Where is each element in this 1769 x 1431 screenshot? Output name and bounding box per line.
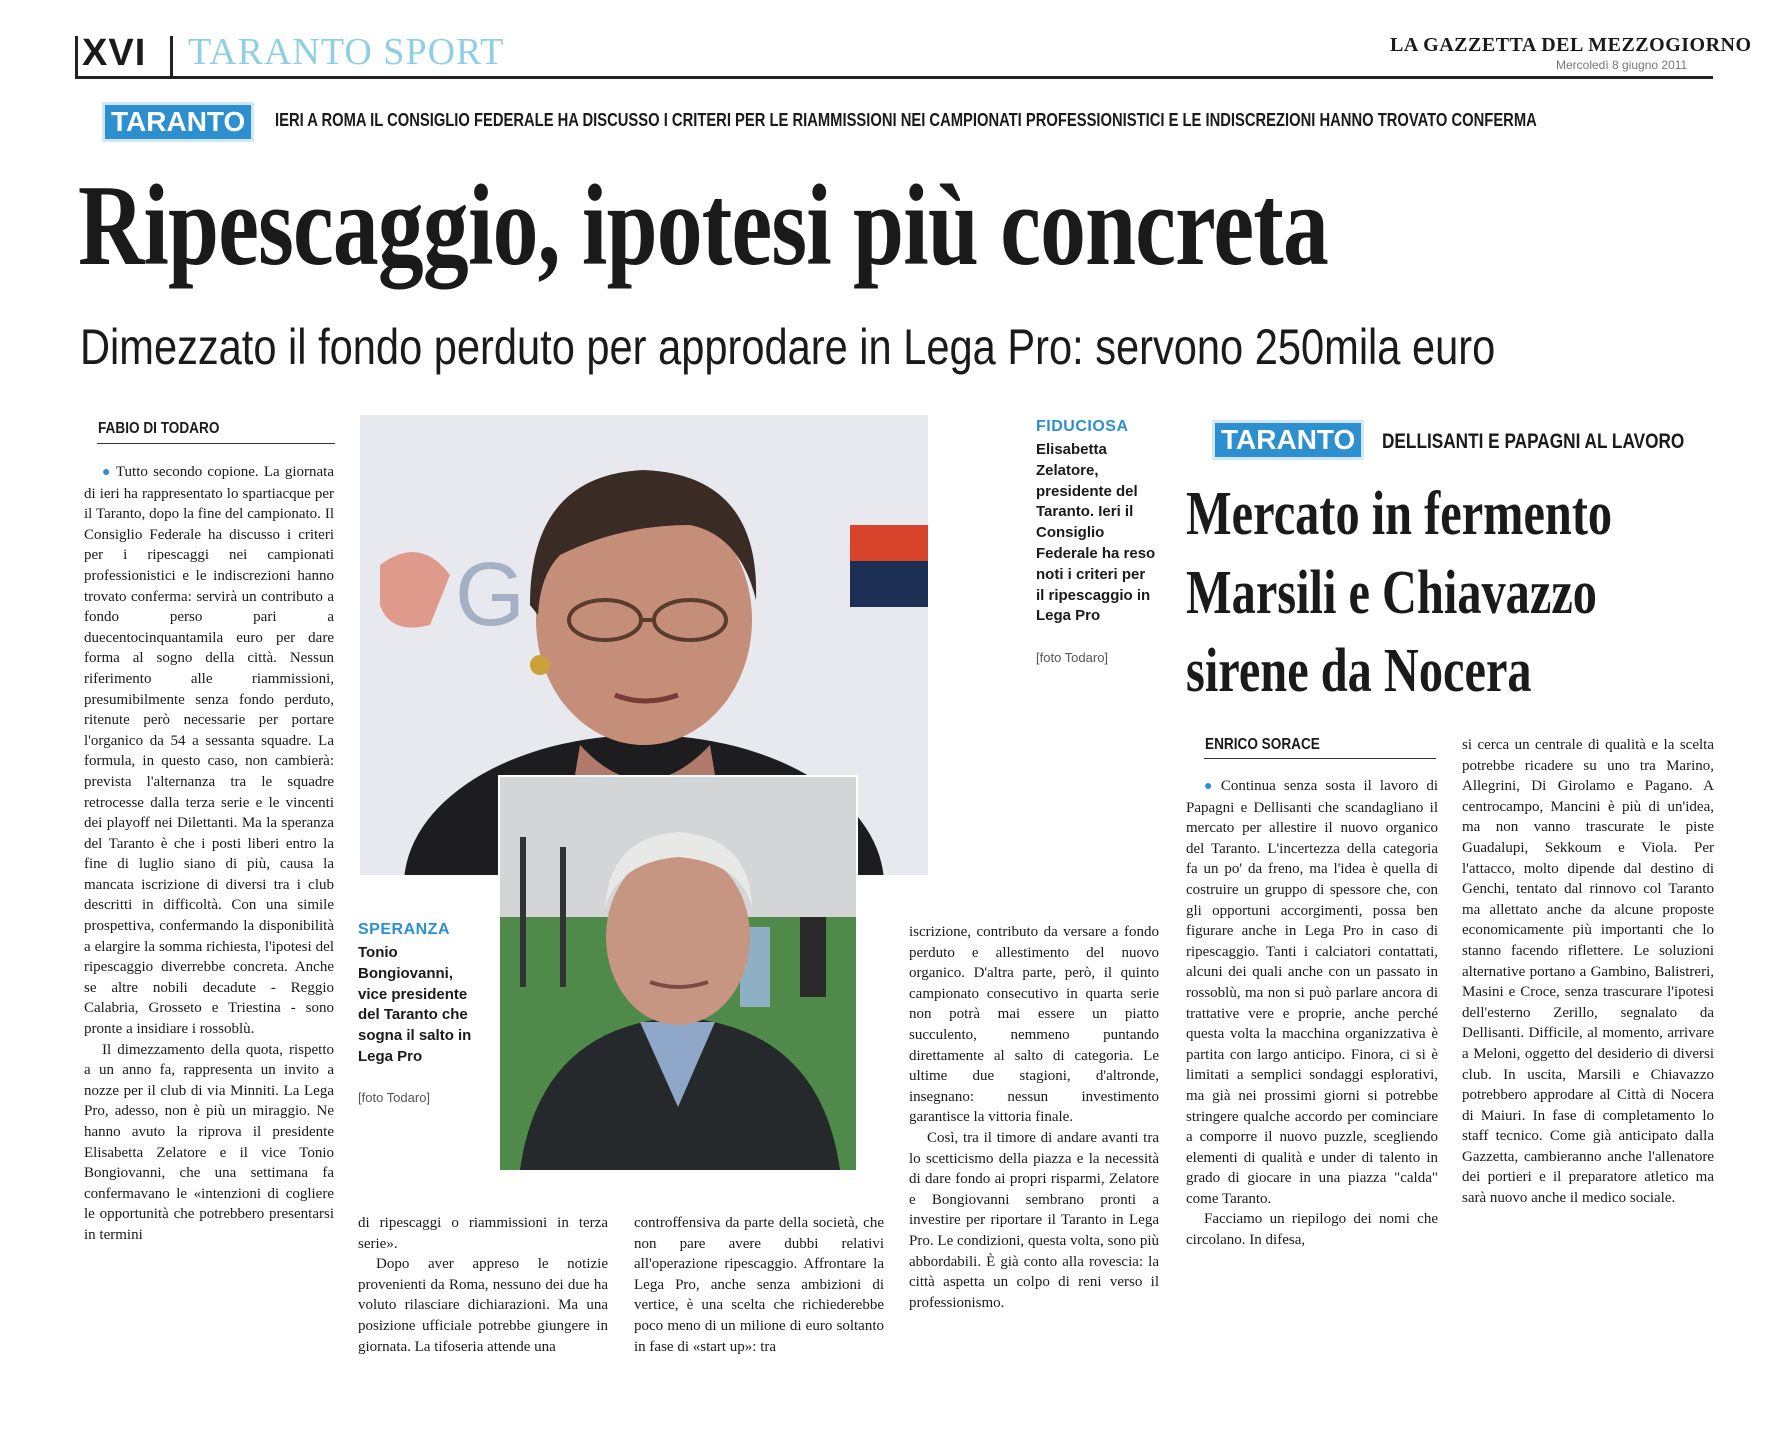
paragraph: Così, tra il timore di andare avanti tra lo scetticismo della piazza e la necessità di dare fondo ai propri risparmi, Zelatore e Bongiovanni sembrano pronti a investire per riportare il Taranto in Lega Pro. Le condizioni, questa volta, sono più abbordabili. È già conto alla rovescia: la città aspetta un colpo di reni verso il professionismo. — [909, 1129, 1159, 1311]
sidebar-column-2 — [1462, 735, 1714, 1388]
kicker-text: DELLISANTI E PAPAGNI AL LAVORO — [1382, 430, 1685, 453]
byline-rule — [1204, 758, 1436, 759]
paragraph: Dopo aver appreso le notizie provenienti da Roma, nessuno dei due ha voluto rilasciare dichiarazioni. Ma una posizione ufficiale potrebbe giungere in giornata. La tifoseria attende una — [358, 1256, 608, 1355]
section-badge: TARANTO — [102, 102, 254, 142]
sidebar-headline-line: sirene da Nocera — [1186, 637, 1532, 705]
article-column-1 — [84, 462, 334, 1380]
paragraph: si cerca un centrale di qualità e la scelta potrebbe ricadere su uno tra Marino, Allegrini, Di Girolamo e Pagano. A centrocampo, Mancini è più di un'idea, ma non vanno trascurate le piste Guadalupi, Sekkoum e Viola. Per l'attacco, molto dipende dal destino di Genchi, tentato dal rinnovo col Taranto ma allettato anche da alcune proposte economicamente più importanti che lo stanno facendo riflettere. Le soluzioni alternative portano a Gambino, Balistreri, Masini e Croce, senza trascurare l'ipotesi dell'esterno Zerillo, segnalato da Dellisanti. Difficile, al momento, arrivare a Meloni, oggetto del desiderio di diversi club. In uscita, Marsili e Chiavazzo potrebbero approdare al Città di Nocera di Maiuri. In fase di completamento lo staff tecnico. Come già anticipato dalla Gazzetta, cambieranno anche l'allenatore dei portieri e il preparatore atletico ma sarà nuovo anche il medico sociale. — [1462, 737, 1714, 1207]
caption-kicker: FIDUCIOSA — [1036, 418, 1129, 435]
caption-body: Tonio Bongiovanni, vice presidente del Taranto che sogna il salto in Lega Pro — [358, 944, 472, 1065]
page-number: XVI — [82, 32, 147, 74]
newspaper-name: LA GAZZETTA DEL MEZZOGIORNO — [1390, 34, 1752, 56]
issue-date: Mercoledì 8 giugno 2011 — [1556, 58, 1688, 72]
sidebar-headline-line: Marsili e Chiavazzo — [1186, 559, 1597, 627]
header-divider — [170, 36, 173, 76]
paragraph: Il dimezzamento della quota, rispetto a un anno fa, rappresenta un invito a nozze per il club di via Minniti. La Lega Pro, adesso, non è più un miraggio. Ne hanno avuto la riprova il presidente Elisabetta Zelatore e il vice Tonio Bongiovanni, che una settimana fa confermavano le «intenzioni di cogliere le opportunità che potrebbero presentarsi in termini — [84, 1041, 334, 1243]
sidebar-column-1 — [1186, 776, 1438, 1388]
paragraph: Facciamo un riepilogo dei nomi che circolano. In difesa, — [1186, 1211, 1438, 1249]
photo-credit: [foto Todaro] — [1036, 650, 1109, 665]
section-title: TARANTO SPORT — [188, 31, 505, 73]
subheadline: Dimezzato il fondo perduto per approdare in Lega Pro: servono 250mila euro — [80, 319, 1496, 375]
headline: Ripescaggio, ipotesi più concreta — [78, 162, 1329, 290]
photo-bongiovanni — [498, 775, 858, 1172]
paragraph: di ripescaggi o riammissioni in terza serie». — [358, 1215, 608, 1252]
bullet-icon: ● — [1204, 779, 1217, 794]
paragraph: Continua senza sosta il lavoro di Papagni e Dellisanti che scandagliano il mercato per allestire il nuovo organico del Taranto. L'incertezza della categoria fa un po' da freno, ma l'idea è quella di costruire un gruppo di spessore che, con gli opportuni accorgimenti, possa ben figurare anche in Lega Pro in caso di ripescaggio. Tanti i calciatori contattati, alcuni dei quali anche con un passato in rossoblù, ma non si può parlare ancora di trattative vere e proprie, anche perché questa volta la macchina organizzativa è partita con largo anticipo. Finora, ci si è limitati a semplici sondaggi esplorativi, ma già nei prossimi giorni si potrebbe stringere qualche accordo per cominciare a comporre il nuovo puzzle, scegliendo elementi di qualità e under di talento in grado di giocare in una piazza "calda" come Taranto. — [1186, 778, 1438, 1207]
bullet-icon: ● — [102, 465, 112, 480]
svg-text:G: G — [455, 545, 526, 645]
byline-rule — [97, 443, 335, 444]
header-rule — [75, 76, 1713, 79]
paragraph: iscrizione, contributo da versare a fondo perduto e allestimento del nuovo organico. D'altra parte, però, il quinto campionato consecutivo in quarta serie non potrà mai essere un piatto succulento, nemmeno puntando direttamente al salto di categoria. Le ultime due stagioni, d'altronde, insegnano: nessun investimento garantisce la vittoria finale. — [909, 924, 1159, 1126]
byline: FABIO DI TODARO — [98, 420, 220, 437]
caption-kicker: SPERANZA — [358, 921, 451, 938]
caption-body: Elisabetta Zelatore, presidente del Taranto. Ieri il Consiglio Federale ha reso noti i criteri per il ripescaggio in Lega Pro — [1036, 441, 1156, 625]
photo-credit: [foto Todaro] — [358, 1090, 431, 1105]
sidebar-headline-line: Mercato in fermento — [1186, 480, 1613, 548]
paragraph: controffensiva da parte della società, che non pare avere dubbi relativi all'operazione ripescaggio. Affrontare la Lega Pro, anche senza ambizioni di vertice, è una scelta che richiederebbe poco meno di un milione di euro soltanto in fase di «start up»: tra — [634, 1215, 884, 1355]
kicker-text: IERI A ROMA IL CONSIGLIO FEDERALE HA DISCUSSO I CRITERI PER LE RIAMMISSIONI NEI CAMPIONATI PROFESSIONISTICI E LE INDISCREZIONI HANNO TROVATO CONFERMA — [275, 110, 1537, 130]
section-badge: TARANTO — [1212, 420, 1364, 460]
header-divider — [75, 36, 78, 76]
byline: ENRICO SORACE — [1205, 736, 1320, 753]
article-column-3 — [634, 1213, 884, 1389]
article-column-2 — [358, 1213, 608, 1389]
paragraph: Tutto secondo copione. La giornata di ieri ha rappresentato lo spartiacque per il Taranto, dopo la fine del campionato. Il Consiglio Federale ha discusso i criteri per i ripescaggi nei campionati professionistici e le indiscrezioni hanno trovato conferma: servirà un contributo a fondo perso pari a duecentocinquantamila euro per dare forma al sogno della città. Nessun riferimento alle riammissioni, presumibilmente senza fondo perduto, ritenute però necessarie per portare l'organico da 54 a sessanta squadre. La formula, in questo caso, non cambierà: prevista l'alternanza tra le squadre retrocesse dalla terza serie e le vincenti dei playoff nei Dilettanti. Ma la speranza del Taranto è che i posti liberi entro la fine di luglio siano di più, causa la mancata iscrizione di diversi tra i club descritti in difficoltà. Con una simile prospettiva, confermando la disponibilità a elargire la somma richiesta, l'ipotesi del ripescaggio diverrebbe concreta. Anche se altre nobili decadute - Reggio Calabria, Grosseto e Triestina - sono pronte a insidiare i rossoblù. — [84, 464, 334, 1038]
article-column-4 — [909, 922, 1159, 1388]
